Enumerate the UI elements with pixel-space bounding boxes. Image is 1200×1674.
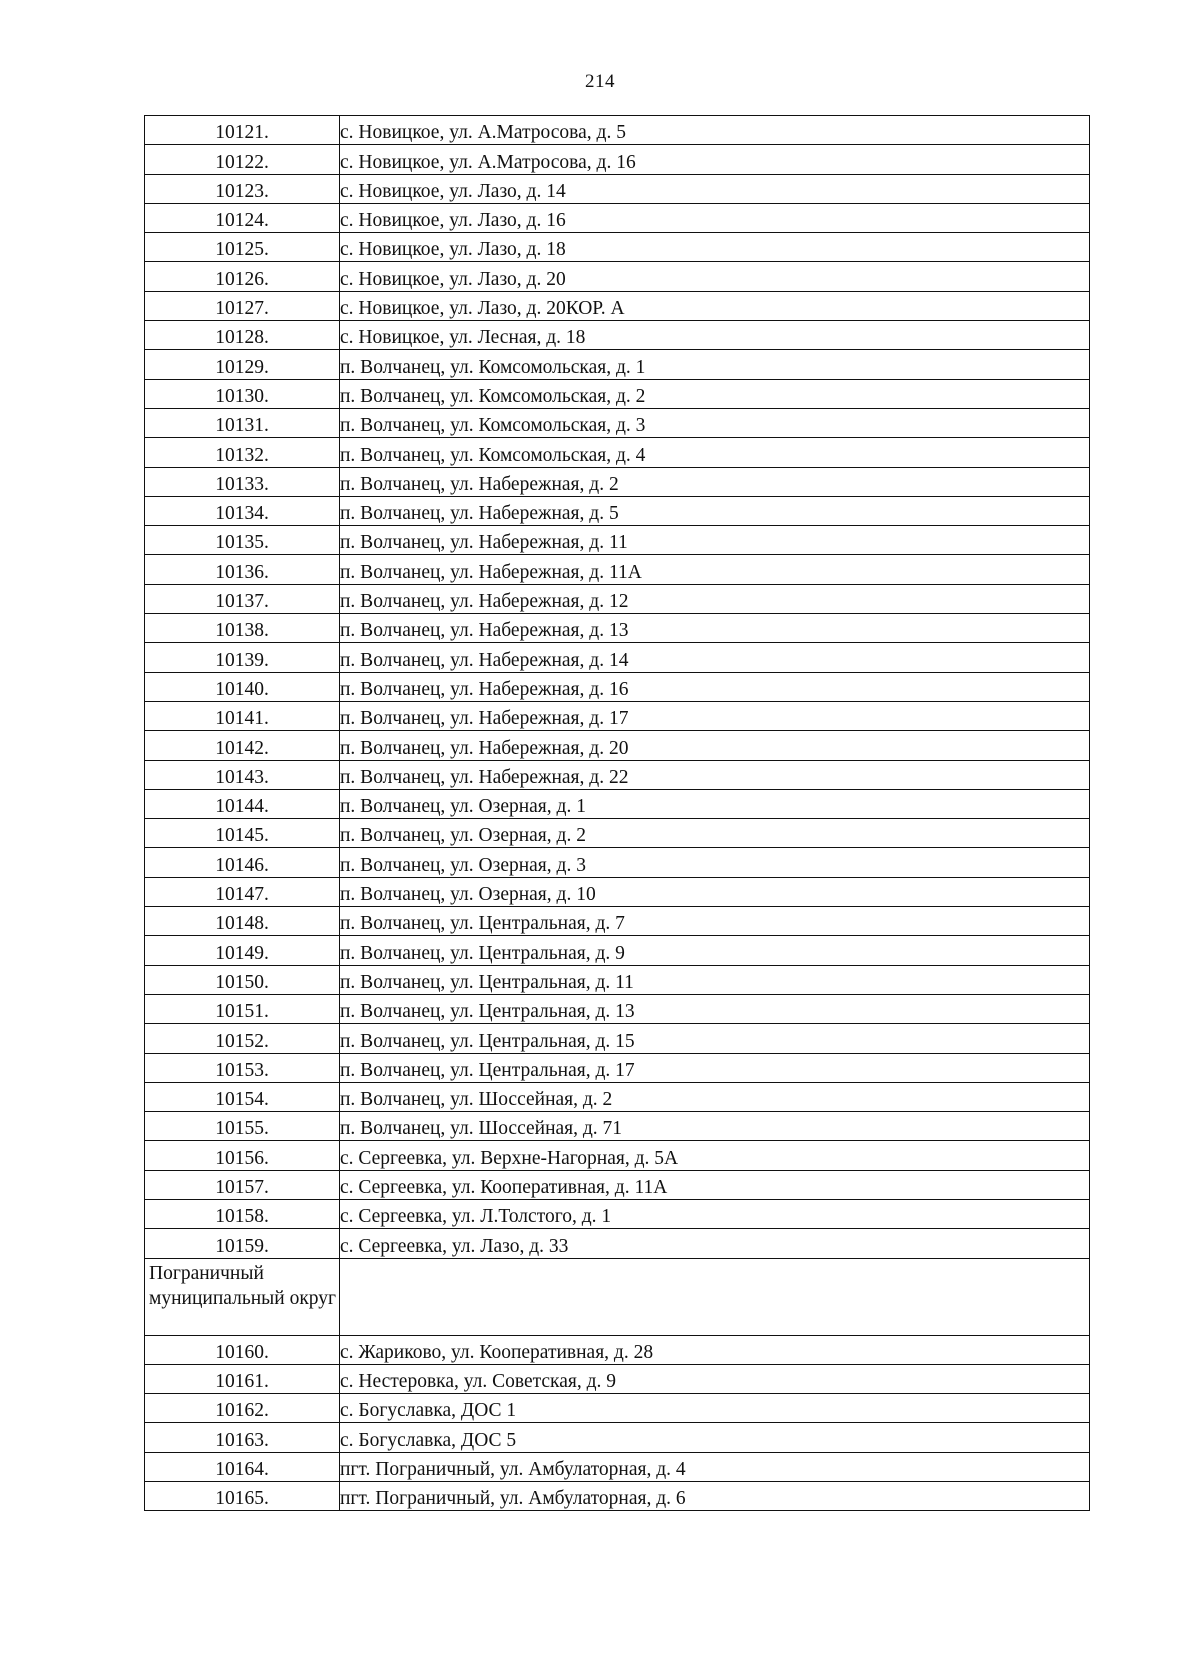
district-row	[145, 1258, 1090, 1335]
row-number: 10127.	[145, 291, 340, 320]
row-address: п. Волчанец, ул. Озерная, д. 2	[340, 819, 1090, 848]
row-address: с. Новицкое, ул. Лесная, д. 18	[340, 321, 1090, 350]
row-address: с. Новицкое, ул. Лазо, д. 14	[340, 174, 1090, 203]
row-address: п. Волчанец, ул. Набережная, д. 5	[340, 496, 1090, 525]
row-number: 10125.	[145, 233, 340, 262]
row-number: 10145.	[145, 819, 340, 848]
row-number: 10139.	[145, 643, 340, 672]
row-address: п. Волчанец, ул. Набережная, д. 13	[340, 614, 1090, 643]
row-address: пгт. Пограничный, ул. Амбулаторная, д. 6	[340, 1482, 1090, 1511]
table-row	[145, 408, 1090, 437]
table-row	[145, 438, 1090, 467]
row-address: с. Новицкое, ул. Лазо, д. 16	[340, 203, 1090, 232]
row-address: п. Волчанец, ул. Озерная, д. 10	[340, 877, 1090, 906]
row-address: с. Сергеевка, ул. Кооперативная, д. 11А	[340, 1170, 1090, 1199]
table-row	[145, 994, 1090, 1023]
row-number: 10160.	[145, 1335, 340, 1364]
district-empty-cell	[340, 1258, 1090, 1335]
row-number: 10142.	[145, 731, 340, 760]
row-address: п. Волчанец, ул. Центральная, д. 17	[340, 1053, 1090, 1082]
row-address: с. Сергеевка, ул. Верхне-Нагорная, д. 5А	[340, 1141, 1090, 1170]
table-row	[145, 877, 1090, 906]
row-number: 10140.	[145, 672, 340, 701]
row-number: 10143.	[145, 760, 340, 789]
table-row	[145, 1170, 1090, 1199]
table-row	[145, 467, 1090, 496]
table-row	[145, 936, 1090, 965]
table-row	[145, 1141, 1090, 1170]
row-address: с. Новицкое, ул. Лазо, д. 20	[340, 262, 1090, 291]
table-row	[145, 203, 1090, 232]
row-address: п. Волчанец, ул. Набережная, д. 20	[340, 731, 1090, 760]
table-row	[145, 1394, 1090, 1423]
row-number: 10128.	[145, 321, 340, 350]
row-address: п. Волчанец, ул. Центральная, д. 13	[340, 994, 1090, 1023]
row-number: 10132.	[145, 438, 340, 467]
table-row	[145, 965, 1090, 994]
row-address: п. Волчанец, ул. Озерная, д. 3	[340, 848, 1090, 877]
row-number: 10146.	[145, 848, 340, 877]
row-number: 10164.	[145, 1452, 340, 1481]
row-number: 10159.	[145, 1229, 340, 1258]
row-number: 10123.	[145, 174, 340, 203]
row-number: 10150.	[145, 965, 340, 994]
row-number: 10138.	[145, 614, 340, 643]
row-number: 10154.	[145, 1082, 340, 1111]
row-number: 10165.	[145, 1482, 340, 1511]
row-number: 10157.	[145, 1170, 340, 1199]
row-number: 10136.	[145, 555, 340, 584]
row-number: 10124.	[145, 203, 340, 232]
row-address: п. Волчанец, ул. Набережная, д. 14	[340, 643, 1090, 672]
row-address: п. Волчанец, ул. Шоссейная, д. 2	[340, 1082, 1090, 1111]
table-row	[145, 643, 1090, 672]
table-row	[145, 1482, 1090, 1511]
table-row	[145, 1335, 1090, 1364]
table-row	[145, 584, 1090, 613]
table-row	[145, 614, 1090, 643]
row-number: 10152.	[145, 1024, 340, 1053]
district-name: Пограничный муниципальный округ	[145, 1258, 340, 1335]
row-address: п. Волчанец, ул. Комсомольская, д. 2	[340, 379, 1090, 408]
row-address: с. Богуславка, ДОС 1	[340, 1394, 1090, 1423]
table-row	[145, 555, 1090, 584]
row-address: с. Новицкое, ул. Лазо, д. 20КОР. А	[340, 291, 1090, 320]
row-number: 10131.	[145, 408, 340, 437]
row-number: 10144.	[145, 789, 340, 818]
row-address: п. Волчанец, ул. Набережная, д. 22	[340, 760, 1090, 789]
table-row	[145, 1053, 1090, 1082]
table-row	[145, 350, 1090, 379]
row-address: п. Волчанец, ул. Набережная, д. 16	[340, 672, 1090, 701]
table-row	[145, 379, 1090, 408]
table-row	[145, 701, 1090, 730]
table-row	[145, 174, 1090, 203]
table-row	[145, 1229, 1090, 1258]
address-table-body	[145, 116, 1090, 1511]
row-address: с. Сергеевка, ул. Лазо, д. 33	[340, 1229, 1090, 1258]
row-number: 10158.	[145, 1199, 340, 1228]
table-row	[145, 1199, 1090, 1228]
row-address: п. Волчанец, ул. Центральная, д. 11	[340, 965, 1090, 994]
row-number: 10155.	[145, 1112, 340, 1141]
row-number: 10151.	[145, 994, 340, 1023]
table-row	[145, 1082, 1090, 1111]
row-address: п. Волчанец, ул. Набережная, д. 11	[340, 526, 1090, 555]
table-row	[145, 731, 1090, 760]
row-number: 10137.	[145, 584, 340, 613]
row-address: п. Волчанец, ул. Центральная, д. 9	[340, 936, 1090, 965]
row-address: пгт. Пограничный, ул. Амбулаторная, д. 4	[340, 1452, 1090, 1481]
row-number: 10121.	[145, 116, 340, 145]
row-address: с. Новицкое, ул. Лазо, д. 18	[340, 233, 1090, 262]
row-number: 10162.	[145, 1394, 340, 1423]
row-number: 10148.	[145, 907, 340, 936]
table-row	[145, 819, 1090, 848]
row-address: с. Жариково, ул. Кооперативная, д. 28	[340, 1335, 1090, 1364]
row-address: п. Волчанец, ул. Набережная, д. 12	[340, 584, 1090, 613]
row-address: с. Новицкое, ул. А.Матросова, д. 16	[340, 145, 1090, 174]
row-address: п. Волчанец, ул. Комсомольская, д. 4	[340, 438, 1090, 467]
table-row	[145, 672, 1090, 701]
row-address: п. Волчанец, ул. Комсомольская, д. 3	[340, 408, 1090, 437]
row-address: п. Волчанец, ул. Набережная, д. 2	[340, 467, 1090, 496]
table-row	[145, 116, 1090, 145]
table-row	[145, 1112, 1090, 1141]
address-table	[144, 115, 1090, 1511]
table-row	[145, 291, 1090, 320]
row-number: 10133.	[145, 467, 340, 496]
row-number: 10149.	[145, 936, 340, 965]
row-number: 10141.	[145, 701, 340, 730]
table-row	[145, 1364, 1090, 1393]
row-address: п. Волчанец, ул. Набережная, д. 11А	[340, 555, 1090, 584]
row-number: 10126.	[145, 262, 340, 291]
row-number: 10135.	[145, 526, 340, 555]
row-address: с. Новицкое, ул. А.Матросова, д. 5	[340, 116, 1090, 145]
row-address: п. Волчанец, ул. Озерная, д. 1	[340, 789, 1090, 818]
page-number: 214	[585, 71, 615, 92]
table-row	[145, 1024, 1090, 1053]
table-row	[145, 262, 1090, 291]
row-number: 10156.	[145, 1141, 340, 1170]
row-address: с. Богуславка, ДОС 5	[340, 1423, 1090, 1452]
row-address: п. Волчанец, ул. Набережная, д. 17	[340, 701, 1090, 730]
row-number: 10161.	[145, 1364, 340, 1393]
table-row	[145, 496, 1090, 525]
table-row	[145, 145, 1090, 174]
table-row	[145, 789, 1090, 818]
table-row	[145, 1423, 1090, 1452]
table-row	[145, 848, 1090, 877]
table-row	[145, 1452, 1090, 1481]
table-row	[145, 526, 1090, 555]
row-address: п. Волчанец, ул. Центральная, д. 7	[340, 907, 1090, 936]
row-number: 10147.	[145, 877, 340, 906]
row-number: 10134.	[145, 496, 340, 525]
table-row	[145, 907, 1090, 936]
row-address: п. Волчанец, ул. Комсомольская, д. 1	[340, 350, 1090, 379]
row-address: п. Волчанец, ул. Шоссейная, д. 71	[340, 1112, 1090, 1141]
row-address: с. Нестеровка, ул. Советская, д. 9	[340, 1364, 1090, 1393]
row-number: 10153.	[145, 1053, 340, 1082]
row-number: 10130.	[145, 379, 340, 408]
table-row	[145, 760, 1090, 789]
table-row	[145, 321, 1090, 350]
row-number: 10129.	[145, 350, 340, 379]
row-address: п. Волчанец, ул. Центральная, д. 15	[340, 1024, 1090, 1053]
row-number: 10122.	[145, 145, 340, 174]
row-number: 10163.	[145, 1423, 340, 1452]
row-address: с. Сергеевка, ул. Л.Толстого, д. 1	[340, 1199, 1090, 1228]
table-row	[145, 233, 1090, 262]
